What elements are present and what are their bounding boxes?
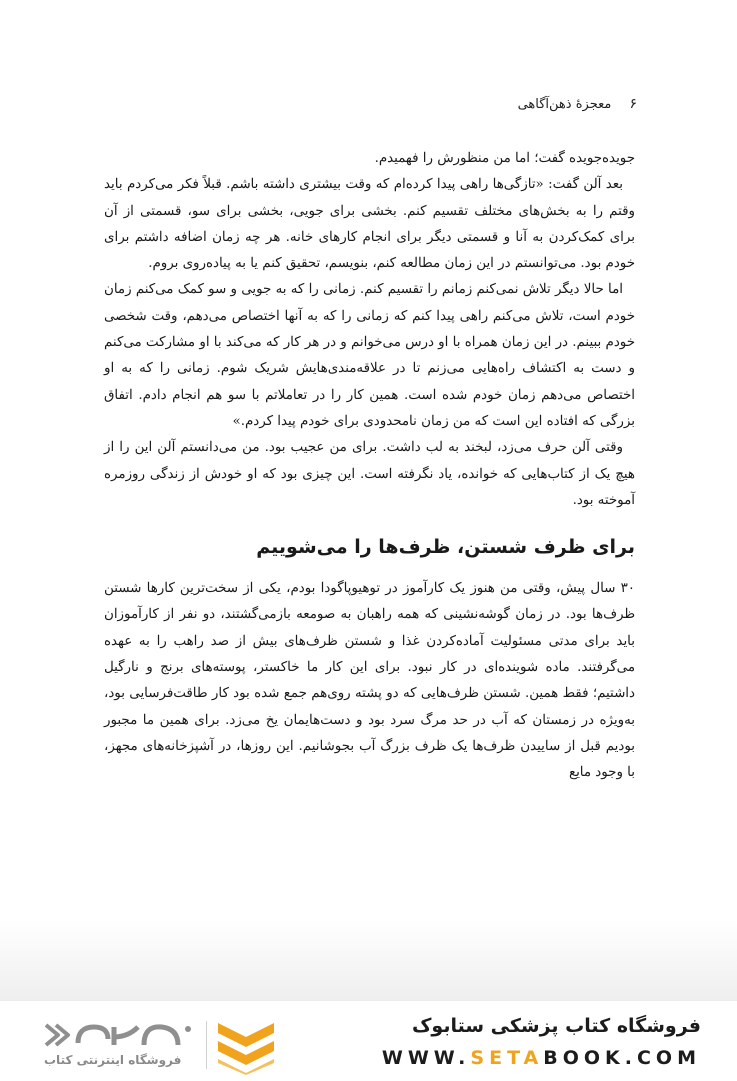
logo-tagline: فروشگاه اینترنتی کتاب	[44, 1053, 182, 1067]
running-head	[518, 96, 637, 112]
store-url	[382, 1047, 701, 1069]
body-text	[104, 146, 635, 787]
paragraph: بعد آلن گفت: «تازگی‌ها راهی پیدا کرده‌ام که وقت بیشتری داشته باشم. قبلاً فکر می‌کردم باید وقتم را به بخش‌های مختلف تقسیم کنم. بخشی برای جویی، بخشی برای سو، قسمتی از آن برای کمک‌کردن به آنا و قسمتی دیگر برای انجام کارهای خانه. هر چه زمان اضافه داشتم برای خودم بود. می‌توانستم در این زمان مطالعه کنم، بنویسم، تحقیق کنم یا به پیاده‌روی بروم.	[104, 177, 635, 272]
url-prefix: WWW.	[381, 1047, 471, 1069]
url-suffix: BOOK.COM	[543, 1047, 701, 1069]
paragraph: جویده‌جویده گفت؛ اما من منظورش را فهمیدم.	[374, 151, 635, 166]
store-name: فروشگاه کتاب پزشکی ستابوک	[411, 1015, 701, 1037]
store-banner	[0, 1000, 737, 1081]
page-number: ۶	[629, 96, 637, 112]
chevron-stack-icon	[214, 1017, 278, 1075]
section-heading: برای ظرف شستن، ظرف‌ها را می‌شوییم	[256, 536, 635, 559]
paragraph: وقتی آلن حرف می‌زد، لبخند به لب داشت. برای من عجیب بود. من می‌دانستم آلن این را از هیچ یک از کتاب‌هایی که خوانده، یاد نگرفته است. این چیزی بود که او خودش از زندگی روزمره آموخته بود.	[104, 440, 635, 508]
paragraph: ۳۰ سال پیش، وقتی من هنوز یک کارآموز در توهیوپاگودا بودم، یکی از سخت‌ترین کارها شستن ظرف‌ها بود. در زمان گوشه‌نشینی که همه راهبان به صومعه بازمی‌گشتند، دو نفر از کارآموزان باید برای مدتی مسئولیت آماده‌کردن غذا و شستن ظرف‌های بیش از صد راهب را به عهده می‌گرفتند. ماده شوینده‌ای در کار نبود. برای این کار ما خاکستر، پوسته‌های برنج و نارگیل داشتیم؛ فقط همین. شستن ظرف‌هایی که دو پشته روی‌هم جمع شده بود کار طاقت‌فرسایی بود، به‌ویژه در زمستان که آب در حد مرگ سرد بود و دست‌هایمان یخ می‌زد. برای همین ما مجبور بودیم قبل از ساییدن ظرف‌ها یک ظرف بزرگ آب بجوشانیم. این روزها، در آشپزخانه‌های مجهز، با وجود مایع	[104, 581, 635, 781]
setabook-logo-wordmark	[38, 1015, 198, 1055]
url-highlight: SETA	[470, 1047, 544, 1069]
paragraph: اما حالا دیگر تلاش نمی‌کنم زمانم را تقسیم کنم. زمانی را که به جویی و سو کمک می‌کنم زمان خودم است، تلاش می‌کنم راهی پیدا کنم که زمانی را که به آنها اختصاص می‌دهم، وقت شخصی خودم ببینم. در این زمان همراه با او درس می‌خوانم و در هر کار که می‌کند با او مشارکت می‌کنم و دست به اکتشاف راه‌هایی می‌زنم تا در علاقه‌مندی‌هایش شریک شوم. زمانی را که به او اختصاص می‌دهم زمان خودم شده است. همین کار را در تعاملاتم با سو هم انجام دادم. اتفاق بزرگی که افتاده این است که من زمان نامحدودی برای خودم پیدا کردم.»	[104, 282, 635, 429]
book-title: معجزهٔ ذهن‌آگاهی	[517, 97, 612, 112]
logo-divider	[206, 1021, 207, 1069]
page-bottom-shadow	[0, 920, 737, 1000]
